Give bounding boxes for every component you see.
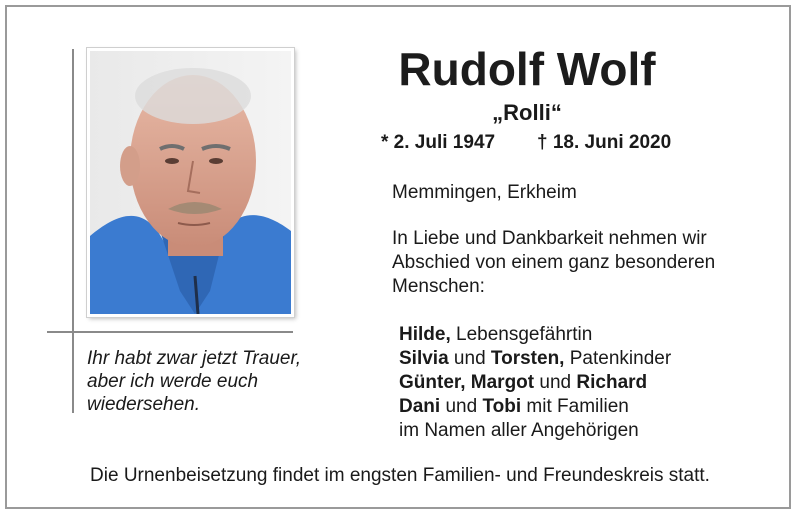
mourner-text: und — [534, 372, 577, 393]
message-line: Abschied von einem ganz besonderen — [392, 252, 716, 273]
mourner-name: Tobi — [482, 396, 522, 417]
mourner-text: mit Familien — [521, 396, 629, 417]
horizontal-divider — [47, 331, 293, 333]
death-date: † 18. Juni 2020 — [537, 132, 672, 153]
mourner-text: Patenkinder — [564, 348, 672, 369]
mourner-name: Silvia — [399, 348, 449, 369]
mourner-name: Hilde, — [399, 324, 451, 345]
deceased-name: Rudolf Wolf — [398, 43, 656, 95]
portrait-photo — [87, 48, 294, 317]
mourner-name: Dani — [399, 396, 441, 417]
mourner-row — [399, 323, 671, 347]
birth-date: * 2. Juli 1947 — [381, 132, 496, 153]
mourners-list — [399, 323, 671, 443]
quote — [87, 347, 327, 416]
quote-line: wiedersehen. — [87, 394, 201, 415]
place: Memmingen, Erkheim — [392, 182, 577, 203]
mourner-row — [399, 419, 671, 443]
burial-note: Die Urnenbeisetzung findet im engsten Familien- und Freundeskreis statt. — [90, 465, 710, 486]
portrait-illustration — [90, 51, 291, 314]
mourner-text: im Namen aller Angehörigen — [399, 420, 639, 441]
mourner-text: und — [448, 348, 491, 369]
mourner-name: Günter, Margot — [399, 372, 535, 393]
mourner-row — [399, 347, 671, 371]
mourner-name: Torsten, — [490, 348, 565, 369]
farewell-message — [392, 227, 792, 299]
mourner-row — [399, 371, 671, 395]
quote-line: aber ich werde euch — [87, 371, 259, 392]
vertical-divider — [72, 49, 74, 413]
notice-frame — [5, 5, 791, 509]
message-line: Menschen: — [392, 276, 485, 297]
quote-line: Ihr habt zwar jetzt Trauer, — [87, 348, 302, 369]
nickname: „Rolli“ — [492, 100, 562, 125]
mourner-text: und — [440, 396, 483, 417]
mourner-name: Richard — [576, 372, 648, 393]
message-line: In Liebe und Dankbarkeit nehmen wir — [392, 228, 707, 249]
mourner-text: Lebensgefährtin — [450, 324, 593, 345]
mourner-row — [399, 395, 671, 419]
